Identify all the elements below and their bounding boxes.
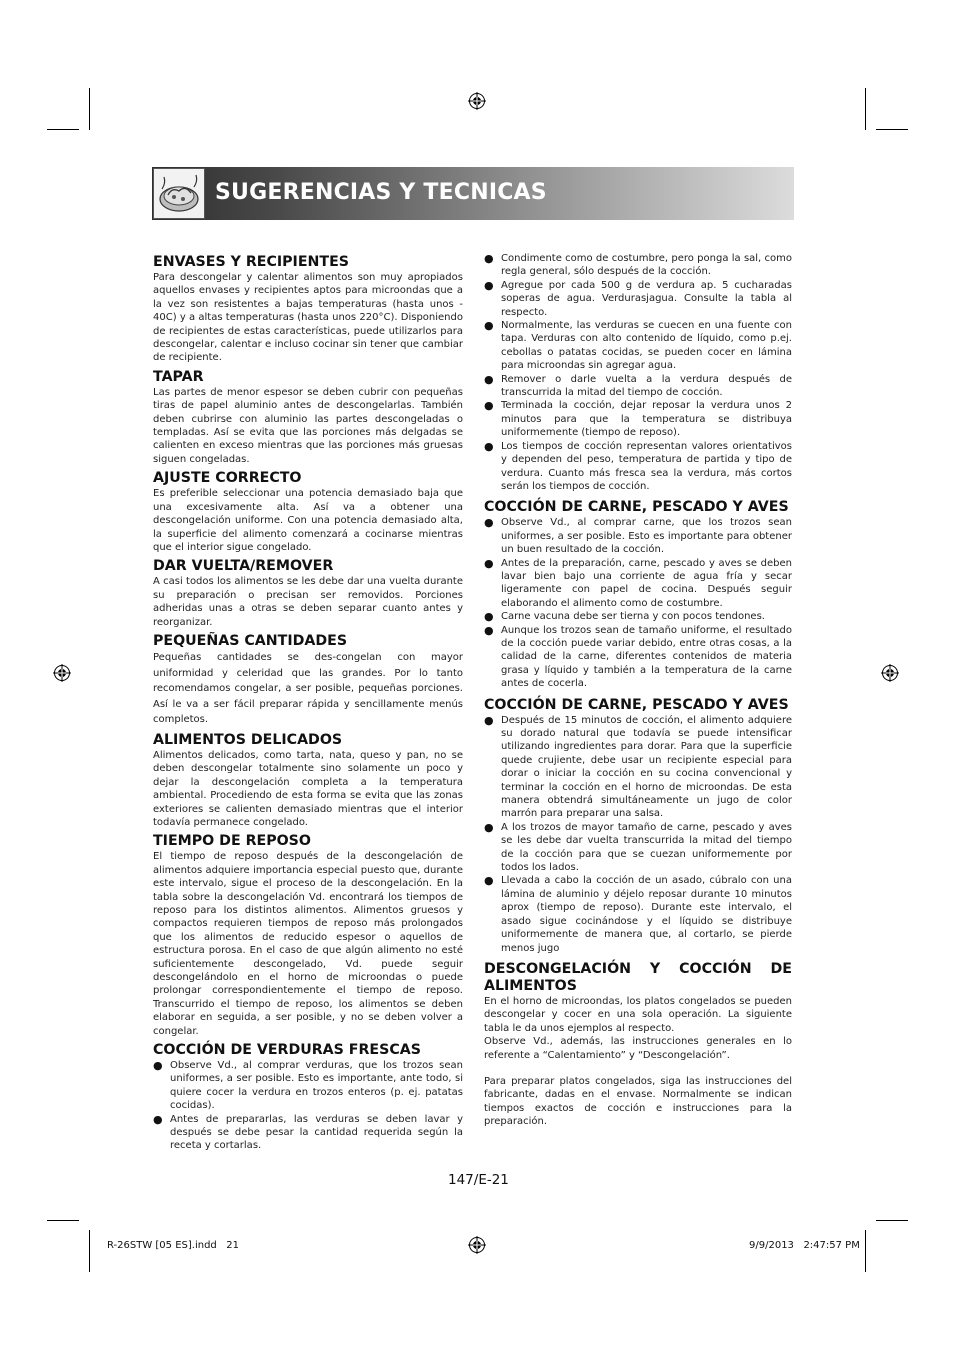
section-heading: TIEMPO DE REPOSO <box>153 833 311 850</box>
section-heading: DESCONGELACIÓN Y COCCIÓN DE ALIMENTOS <box>484 960 792 994</box>
section-heading: COCCIÓN DE VERDURAS FRESCAS <box>153 1042 421 1059</box>
right-column <box>484 252 792 1129</box>
footer-file-name: R-26STW [05 ES].indd 21 <box>107 1240 240 1251</box>
page-title: SUGERENCIAS Y TECNICAS <box>215 180 547 205</box>
list-item: ● Observe Vd., al comprar carne, que los trozos sean uniformes, a ser posible. Esto es importante para obtener un buen resultado de la cocción. <box>484 516 792 556</box>
section-heading: AJUSTE CORRECTO <box>153 470 302 487</box>
section-heading: ALIMENTOS DELICADOS <box>153 731 343 748</box>
section-text: Pequeñas cantidades se des-congelan con mayor uniformidad y celeridad que las grandes. Por lo tanto recomendamos congelar, a ser posible, pequeñas porciones. Así le va a ser fácil preparar rápida y sencillamente menús completos. <box>153 651 463 726</box>
registration-mark-icon <box>468 92 486 110</box>
crop-mark <box>865 1230 866 1272</box>
crop-mark <box>89 1230 90 1272</box>
section-text: El tiempo de reposo después de la descongelación de alimentos adquiere importancia especial puesto que, durante este intervalo, sigue el proceso de la descongelación. En la tabla sobre la descongelación Vd. encontrará los tiempos de reposo para los distintos alimentos. Alimentos gruesos y compactos requieren tiempos de reposo más prolongados que los alimentos de reducido espesor o aquellos de estructura porosa. En el caso de que algún alimento no esté suficientemente descongelado, Vd. puede seguir descongelándolo en el horno de microondas o puede prolongar correspondientemente el tiempo de reposo. Transcurrido el tiempo de reposo, los alimentos se deben elaborar en seguida, a ser posible, y no se deben volver a congelar. <box>153 851 463 1037</box>
section-text: En el horno de microondas, los platos congelados se pueden descongelar y cocer en una sola operación. La siguiente tabla le da unos ejemplos al respecto. <box>484 995 792 1034</box>
list-item: ● Los tiempos de cocción representan valores orientativos y dependen del peso, temperatura de partida y tipo de verdura. Cuanto más fresca sea la verdura, más cortos serán los tiempos de cocción. <box>484 440 792 494</box>
section-heading: PEQUEÑAS CANTIDADES <box>153 632 348 649</box>
list-item: ● Agregue por cada 500 g de verdura ap. 5 cucharadas soperas de agua. Verdurasjagua. Consulte la tabla al respecto. <box>484 279 792 319</box>
bullet-list <box>484 252 792 493</box>
section-heading: TAPAR <box>153 368 204 385</box>
registration-mark-icon <box>468 1236 486 1254</box>
section-text: Es preferible seleccionar una potencia demasiado baja que una excesivamente alta. Así va a obtener una descongelación uniforme. Con una potencia demasiado alta, la superficie del alimento comenzará a cocinarse mientras que el interior sigue congelado. <box>153 488 463 553</box>
list-item: ● Condimente como de costumbre, pero ponga la sal, como regla general, sólo después de la cocción. <box>484 252 792 279</box>
registration-mark-icon <box>53 664 71 682</box>
section-text: Alimentos delicados, como tarta, nata, queso y pan, no se deben descongelar totalmente sino solamente un poco y dejar la descongelación completa a la temperatura ambiental. Procediendo de esta forma se evita que las zonas exteriores se calienten demasiado mientras que el interior todavía permanece congelado. <box>153 749 463 828</box>
list-item: ● Antes de la preparación, carne, pescado y aves se deben lavar bien bajo una corriente de agua fría y secar ligeramente con papel de cocina. Después seguir elaborando el alimento como de costumbre. <box>484 557 792 611</box>
registration-mark-icon <box>881 664 899 682</box>
list-item: ● Llevada a cabo la cocción de un asado, cúbralo con una lámina de aluminio y déjelo reposar durante 10 minutos aprox (tiempo de reposo). Durante este intervalo, el asado sigue cocinándose y el líquido se distribuye uniformemente de manera que, al cortarlo, se pierde menos jugo <box>484 874 792 954</box>
crop-mark <box>876 129 908 130</box>
cooked-dish-icon <box>153 168 205 219</box>
crop-mark <box>47 129 79 130</box>
crop-mark <box>47 1220 79 1221</box>
list-item: ● A los trozos de mayor tamaño de carne, pescado y aves se les debe dar vuelta transcurrida la mitad del tiempo de la cocción para que se cuezan uniformemente por todos los lados. <box>484 821 792 875</box>
list-item: ● Aunque los trozos sean de tamaño uniforme, el resultado de la cocción puede variar debido, entre otras cosas, a la calidad de la carne, diferentes contenidos de materia grasa y líquido y también a la temperatura de la carne antes de cocerla. <box>484 624 792 691</box>
bullet-list <box>153 1059 463 1153</box>
page-number: 147/E-21 <box>448 1172 509 1188</box>
bullet-list <box>484 516 792 690</box>
section-text: Las partes de menor espesor se deben cubrir con pequeñas tiras de papel aluminio antes de descongelarlas. También deben cubrirse con aluminio las partes descongeladas o templadas. Así se evita que las porciones más delgadas se calienten en exceso mientras que las porciones más gruesas siguen congeladas. <box>153 386 463 465</box>
bullet-list <box>484 714 792 955</box>
section-text: Para preparar platos congelados, siga las instrucciones del fabricante, dadas en el envase. Normalmente se indican tiempos exactos de cocción e instrucciones para la preparación. <box>484 1075 792 1128</box>
section-text: A casi todos los alimentos se les debe dar una vuelta durante su preparación o precisan ser removidos. Porciones adheridas unas a otras se deben separar cuanto antes y reorganizar. <box>153 576 463 628</box>
section-text: Observe Vd., además, las instrucciones generales en lo referente a “Calentamiento” y “Descongelación”. <box>484 1036 792 1061</box>
list-item: ● Antes de prepararlas, las verduras se deben lavar y después se debe pesar la cantidad requerida según la receta y cortarlas. <box>153 1113 463 1153</box>
list-item: ● Observe Vd., al comprar verduras, que los trozos sean uniformes, a ser posible. Esto es importante, ante todo, si quiere cocer la verdura en trozos enteros (p. ej. patatas cocidas). <box>153 1059 463 1113</box>
section-heading: DAR VUELTA/REMOVER <box>153 558 334 575</box>
section-text: Para descongelar y calentar alimentos son muy apropiados aquellos envases y recipientes aptos para microondas que a la vez son resistentes a bajas temperaturas (hasta unos - 40C) y a altas temperaturas (hasta unos 220°C). Disponiendo de recipientes de estas características, puede utilizarlos para descongelar, calentar e incluso cocinar sin tener que cambiar de recipiente. <box>153 272 463 364</box>
list-item: ● Después de 15 minutos de cocción, el alimento adquiere su dorado natural que todavía se puede intensificar utilizando ingredientes para dorar. Para que la superficie quede crujiente, debe usar un recipiente especial para dorar o iniciar la cocción en su cocina convencional y terminar la cocción en el horno de microondas. De esta manera obtendrá simultáneamente un jugo de color marrón para preparar una salsa. <box>484 714 792 821</box>
section-heading: ENVASES Y RECIPIENTES <box>153 254 349 270</box>
list-item: ● Carne vacuna debe ser tierna y con pocos tendones. <box>484 610 792 623</box>
footer-timestamp: 9/9/2013 2:47:57 PM <box>749 1240 860 1251</box>
crop-mark <box>876 1220 908 1221</box>
crop-mark <box>89 88 90 130</box>
section-heading: COCCIÓN DE CARNE, PESCADO Y AVES <box>484 499 789 516</box>
list-item: ● Remover o darle vuelta a la verdura después de transcurrida la mitad del tiempo de cocción. <box>484 373 792 400</box>
left-column <box>153 252 463 1153</box>
crop-mark <box>865 88 866 130</box>
list-item: ● Normalmente, las verduras se cuecen en una fuente con tapa. Verduras con alto contenido de líquido, como p.ej. cebollas o patatas cocidas, se pueden cocer en lámina para microondas sin agregar agua. <box>484 319 792 373</box>
list-item: ● Terminada la cocción, dejar reposar la verdura unos 2 minutos para que la temperatura se distribuya uniformemente (tiempo de reposo). <box>484 399 792 439</box>
section-heading: COCCIÓN DE CARNE, PESCADO Y AVES <box>484 696 789 713</box>
